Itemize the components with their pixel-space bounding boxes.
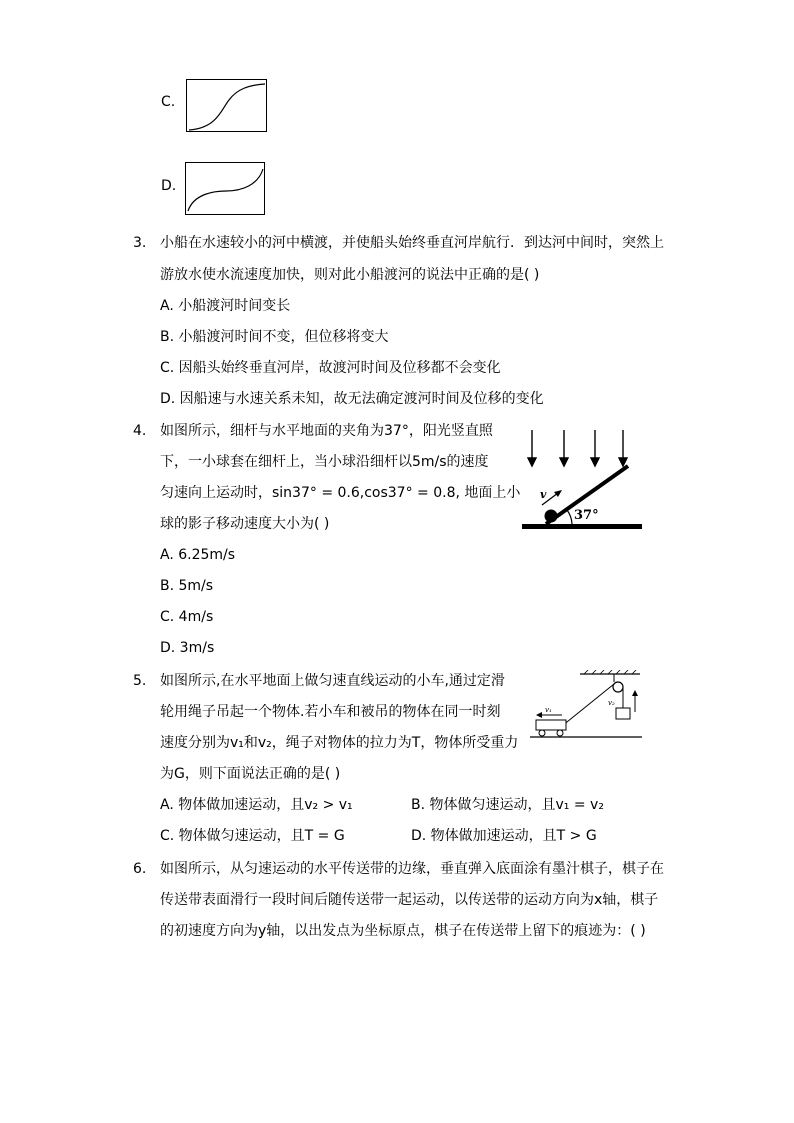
question-5-option-d[interactable]: D. 物体做加速运动，且T > G — [411, 828, 597, 844]
question-4-line-3: 匀速向上运动时，sin37° = 0.6,cos37° = 0.8, 地面上小 — [160, 485, 521, 501]
question-3-line-1: 小船在水速较小的河中横渡，并使船头始终垂直河岸航行．到达河中间时，突然上 — [160, 235, 664, 251]
question-3-option-a[interactable]: A. 小船渡河时间变长 — [160, 298, 291, 314]
question-5-number: 5. — [133, 673, 147, 689]
option-d-curve — [186, 163, 264, 214]
question-5-option-b[interactable]: B. 物体做匀速运动，且v₁ = v₂ — [411, 797, 604, 813]
q5-v2-label: v₂ — [608, 699, 615, 707]
question-6-line-2: 传送带表面滑行一段时间后随传送带一起运动，以传送带的运动方向为x轴，棋子 — [160, 892, 659, 908]
question-3-option-b[interactable]: B. 小船渡河时间不变，但位移将变大 — [160, 329, 389, 345]
question-4-line-4: 球的影子移动速度大小为( ) — [160, 516, 330, 532]
question-6-line-3: 的初速度方向为y轴，以出发点为坐标原点，棋子在传送带上留下的痕迹为：( ) — [160, 923, 646, 939]
question-4-option-a[interactable]: A. 6.25m/s — [160, 547, 236, 563]
question-5-line-2: 轮用绳子吊起一个物体.若小车和被吊的物体在同一时刻 — [160, 704, 501, 720]
option-c-graph — [186, 79, 267, 132]
question-5-option-c[interactable]: C. 物体做匀速运动，且T = G — [160, 828, 345, 844]
q4-velocity-label: v — [540, 488, 547, 501]
option-c-curve — [187, 80, 266, 131]
question-4-option-c[interactable]: C. 4m/s — [160, 609, 214, 625]
option-c-label: C. — [161, 94, 176, 110]
option-d-label: D. — [161, 178, 177, 194]
question-4-figure — [518, 426, 646, 534]
question-5-line-4: 为G，则下面说法正确的是( ) — [160, 766, 341, 782]
question-4-number: 4. — [133, 423, 147, 439]
question-4-line-1: 如图所示，细杆与水平地面的夹角为37°，阳光竖直照 — [160, 423, 493, 439]
question-3-option-d[interactable]: D. 因船速与水速关系未知，故无法确定渡河时间及位移的变化 — [160, 391, 544, 407]
question-5-line-1: 如图所示,在水平地面上做匀速直线运动的小车,通过定滑 — [160, 673, 505, 689]
q4-angle-label: 37° — [574, 508, 599, 523]
question-5-line-3: 速度分别为v₁和v₂，绳子对物体的拉力为T，物体所受重力 — [160, 735, 519, 751]
question-4-option-d[interactable]: D. 3m/s — [160, 640, 215, 656]
question-3-line-2: 游放水使水流速度加快，则对此小船渡河的说法中正确的是( ) — [160, 267, 540, 283]
question-5-figure — [528, 670, 644, 746]
q5-v1-label: v₁ — [545, 706, 552, 714]
option-d-graph — [185, 162, 265, 215]
question-4-line-2: 下，一小球套在细杆上，当小球沿细杆以5m/s的速度 — [160, 454, 489, 470]
question-5-option-a[interactable]: A. 物体做加速运动，且v₂ > v₁ — [160, 797, 353, 813]
question-4-option-b[interactable]: B. 5m/s — [160, 578, 214, 594]
question-3-number: 3. — [133, 235, 147, 251]
question-6-line-1: 如图所示，从匀速运动的水平传送带的边缘，垂直弹入底面涂有墨汁棋子，棋子在 — [160, 861, 664, 877]
question-6-number: 6. — [133, 861, 147, 877]
question-3-option-c[interactable]: C. 因船头始终垂直河岸，故渡河时间及位移都不会变化 — [160, 360, 501, 376]
